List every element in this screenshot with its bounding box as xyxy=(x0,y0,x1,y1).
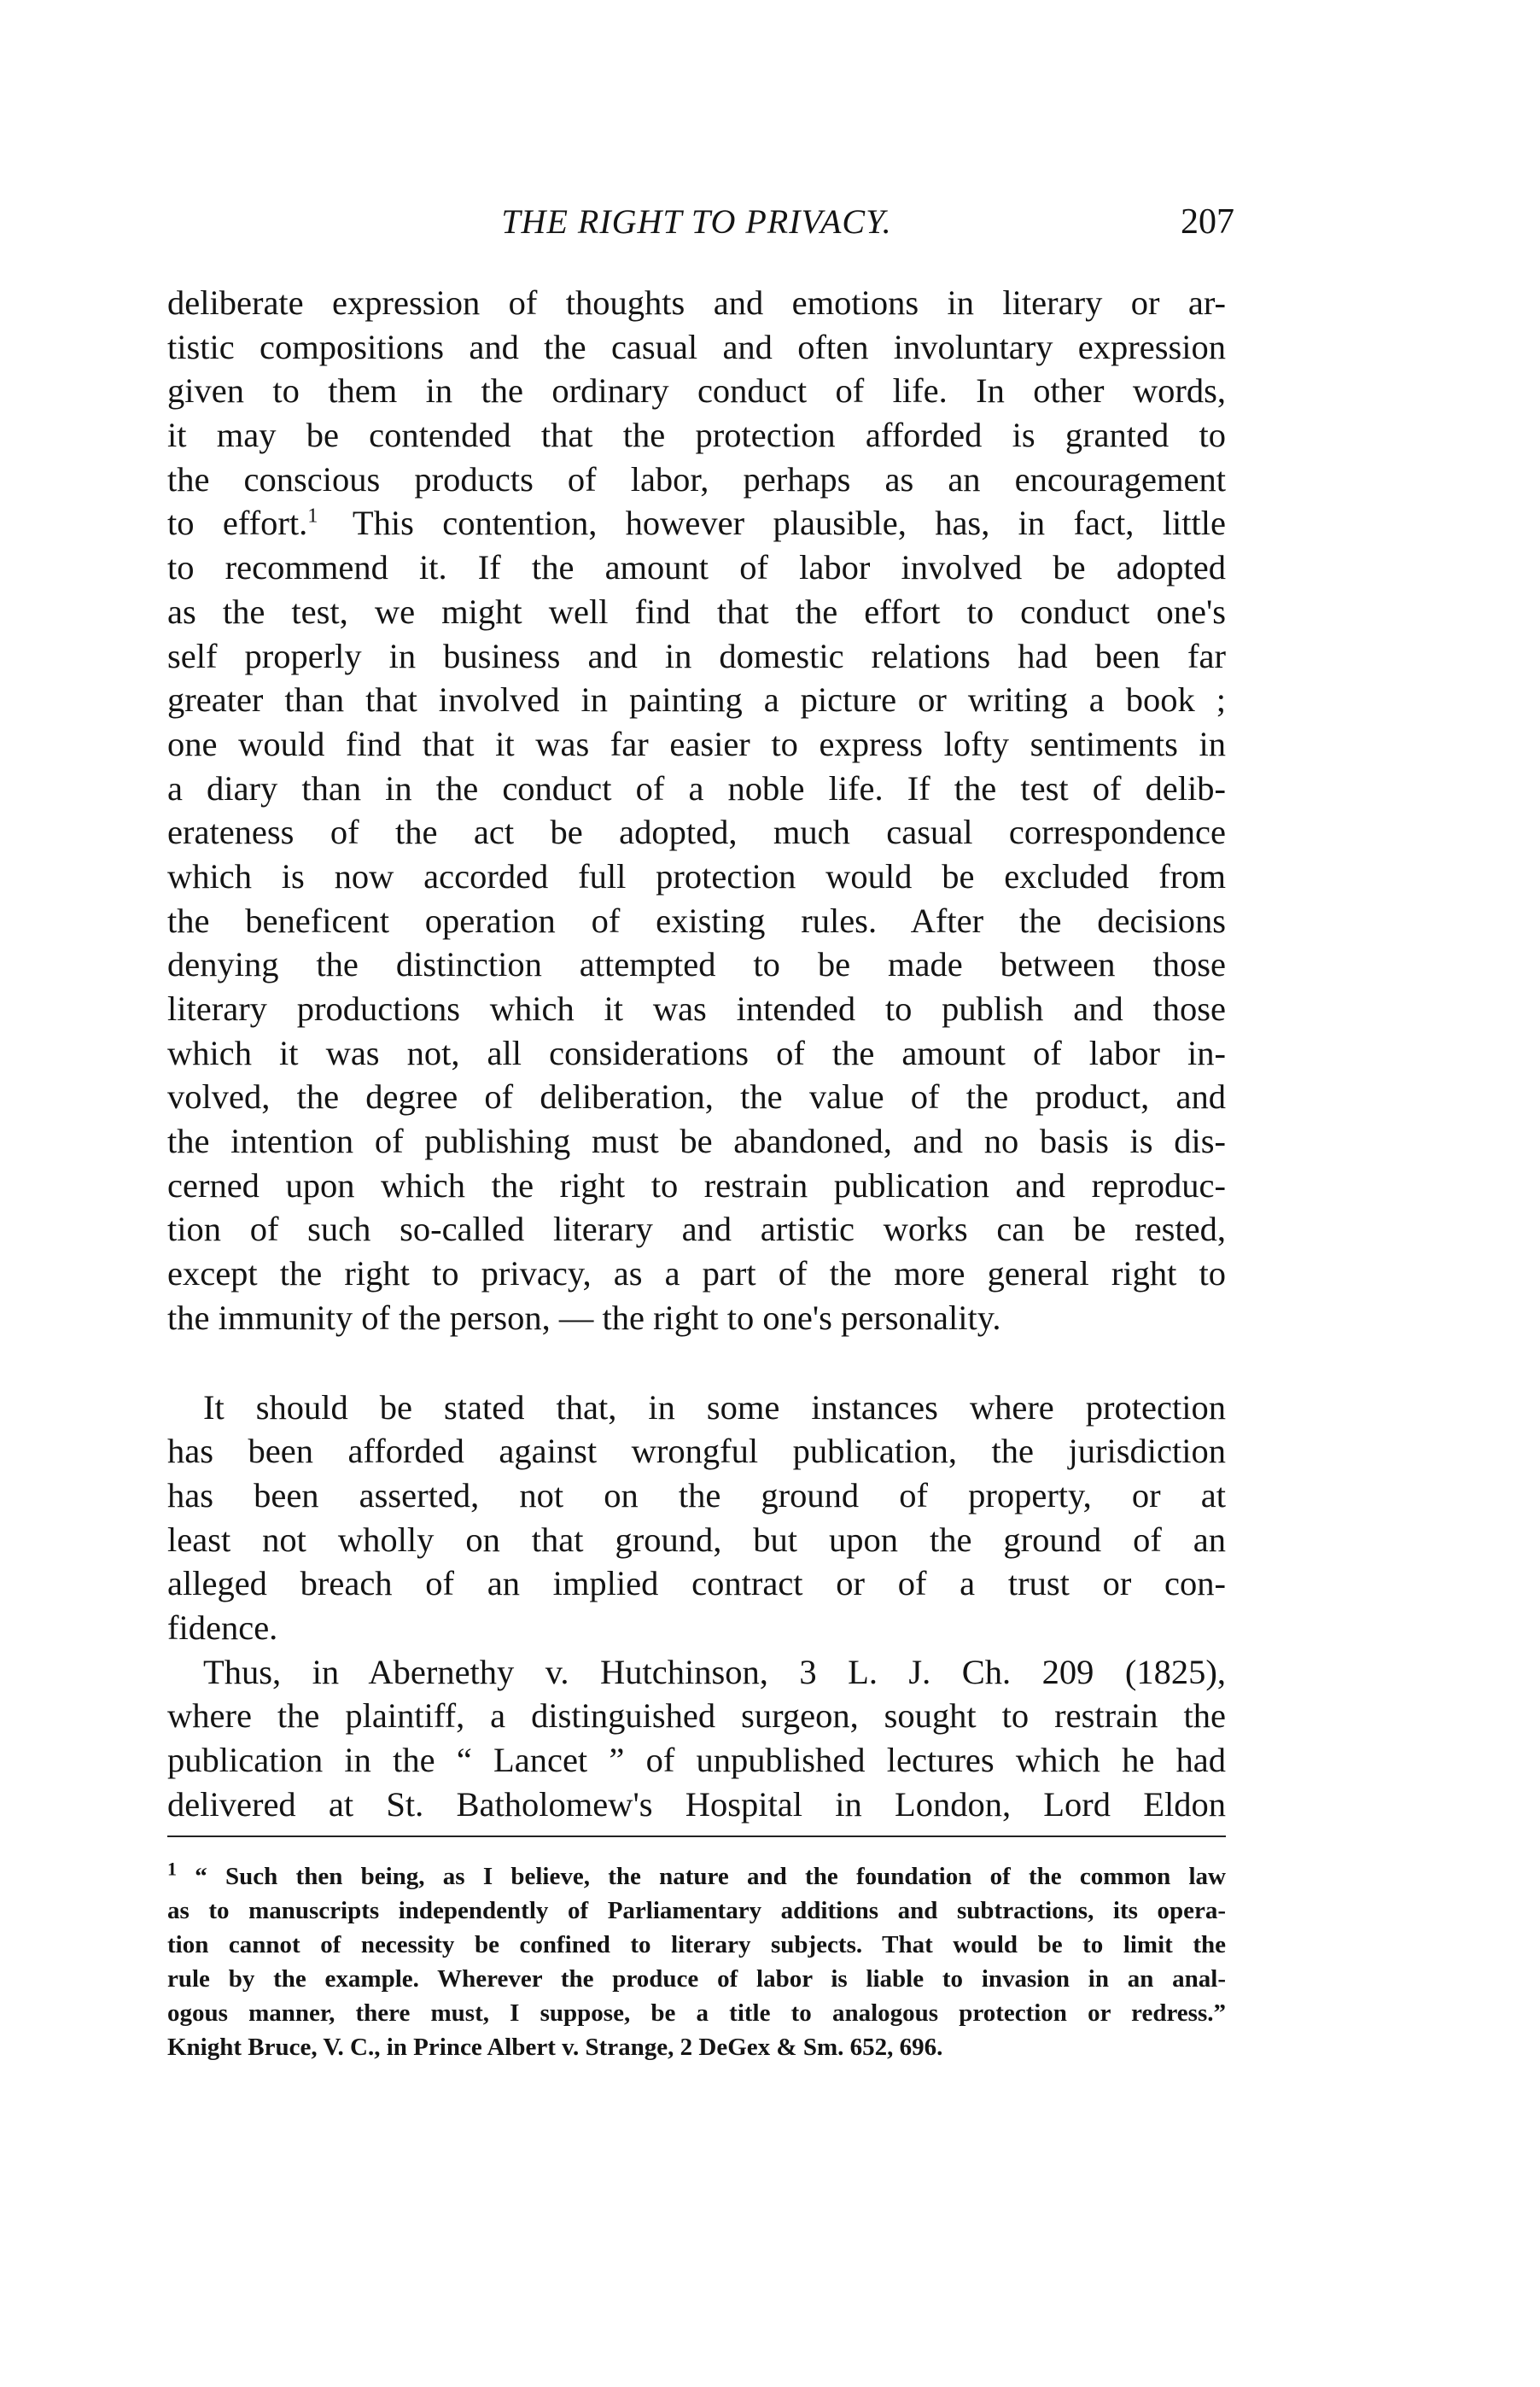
running-title: THE RIGHT TO PRIVACY. xyxy=(501,202,892,241)
paragraph-1 xyxy=(167,281,1226,1340)
footnote-line: rule by the example. Wherever the produce of labor is liable to invasion in an anal- xyxy=(167,1965,1226,1993)
body-text xyxy=(167,281,1226,1826)
footnote xyxy=(167,1859,1226,2064)
text-line: the beneficent operation of existing rules. After the decisions xyxy=(167,901,1226,940)
text-line: self properly in business and in domestic relations had been far xyxy=(167,636,1226,675)
text-line: one would find that it was far easier to express lofty sentiments in xyxy=(167,724,1226,763)
text-line: where the plaintiff, a distinguished surgeon, sought to restrain the xyxy=(167,1696,1226,1736)
footnote-line: tion cannot of necessity be confined to literary subjects. That would be to limit the xyxy=(167,1931,1226,1958)
text-line: to recommend it. If the amount of labor involved be adopted xyxy=(167,548,1226,587)
text-line: greater than that involved in painting a picture or writing a book ; xyxy=(167,680,1226,720)
text-line: tion of such so-called literary and artistic works can be rested, xyxy=(167,1210,1226,1249)
text-line: denying the distinction attempted to be made between those xyxy=(167,945,1226,984)
text-fragment: “ Such then being, as I believe, the nature and the foundation of the common law xyxy=(195,1863,1226,1890)
paragraph-3 xyxy=(167,1650,1226,1827)
text-line: cerned upon which the right to restrain publication and reproduc- xyxy=(167,1165,1226,1205)
text-line: the conscious products of labor, perhaps as an encouragement xyxy=(167,459,1226,499)
text-line: the intention of publishing must be abandoned, and no basis is dis- xyxy=(167,1122,1226,1161)
text-line: the immunity of the person, — the right to one's personality. xyxy=(167,1298,1001,1337)
text-line: has been afforded against wrongful publication, the jurisdiction xyxy=(167,1432,1226,1471)
text-line: Thus, in Abernethy v. Hutchinson, 3 L. J. Ch. 209 (1825), xyxy=(203,1652,1226,1691)
text-line: fidence. xyxy=(167,1608,278,1647)
text-fragment: to effort. xyxy=(167,504,308,543)
footnote-line: Knight Bruce, V. C., in Prince Albert v. Strange, 2 DeGex & Sm. 652, 696. xyxy=(167,2034,943,2061)
text-line: has been asserted, not on the ground of property, or at xyxy=(167,1475,1226,1514)
text-line: least not wholly on that ground, but upon the ground of an xyxy=(167,1520,1226,1559)
text-line: which it was not, all considerations of the amount of labor in- xyxy=(167,1033,1226,1072)
text-line: as the test, we might well find that the effort to conduct one's xyxy=(167,592,1226,631)
text-line: tistic compositions and the casual and often involuntary expression xyxy=(167,327,1226,366)
footnote-marker: 1 xyxy=(167,1858,177,1880)
footnote-line: ogous manner, there must, I suppose, be a title to analogous protection or redress.” xyxy=(167,1999,1226,2027)
footnote-line: as to manuscripts independently of Parliamentary additions and subtractions, its opera- xyxy=(167,1897,1226,1924)
text-line: a diary than in the conduct of a noble life. If the test of delib- xyxy=(167,768,1226,808)
text-line: it may be contended that the protection afforded is granted to xyxy=(167,416,1226,455)
footnote-reference: 1 xyxy=(307,504,318,528)
text-line: delivered at St. Batholomew's Hospital in London, Lord Eldon xyxy=(167,1784,1226,1824)
paragraph-2 xyxy=(167,1386,1226,1650)
text-line: alleged breach of an implied contract or of a trust or con- xyxy=(167,1564,1226,1603)
text-fragment: This contention, however plausible, has, in fact, little xyxy=(352,504,1226,543)
text-line: given to them in the ordinary conduct of life. In other words, xyxy=(167,371,1226,411)
text-line: erateness of the act be adopted, much casual correspondence xyxy=(167,813,1226,852)
text-line: volved, the degree of deliberation, the value of the product, and xyxy=(167,1077,1226,1117)
text-line: It should be stated that, in some instances where protection xyxy=(203,1387,1226,1427)
footnote-line xyxy=(167,1859,1226,1894)
page-number: 207 xyxy=(1181,202,1234,242)
text-line: deliberate expression of thoughts and emotions in literary or ar- xyxy=(167,283,1226,322)
text-line: publication in the “ Lancet ” of unpublished lectures which he had xyxy=(167,1741,1226,1779)
text-line-with-footnote xyxy=(167,501,1226,546)
footnote-divider xyxy=(167,1835,1226,1837)
text-line: which is now accorded full protection would be excluded from xyxy=(167,856,1226,896)
text-line: except the right to privacy, as a part of the more general right to xyxy=(167,1254,1226,1293)
paragraph-gap xyxy=(167,1340,1226,1386)
running-head xyxy=(167,201,1234,253)
text-line: literary productions which it was intended to publish and those xyxy=(167,989,1226,1028)
